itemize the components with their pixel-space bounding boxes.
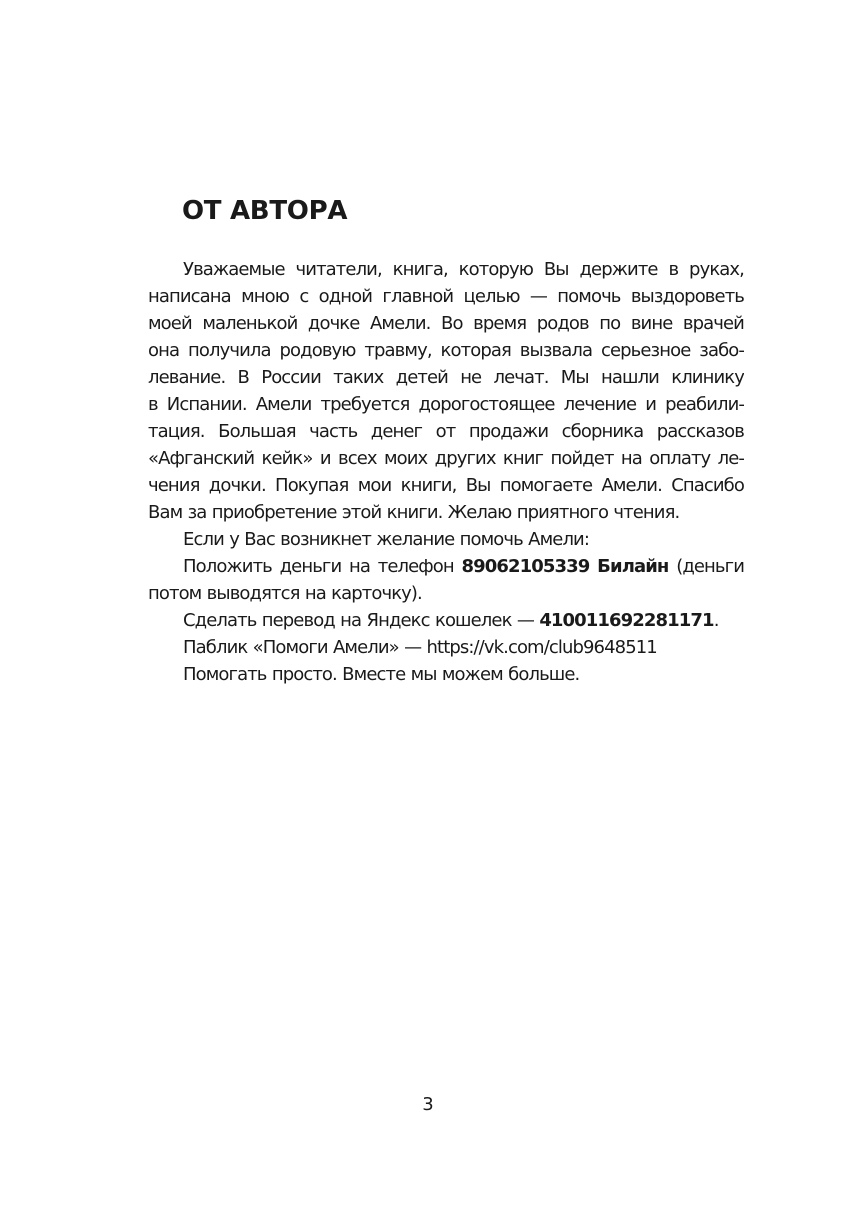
closing-line: Помогать просто. Вместе мы можем больше. xyxy=(183,664,580,685)
phone-number: 89062105339 xyxy=(461,556,590,577)
yandex-line xyxy=(148,607,744,634)
public-url: https://vk.com/club9648511 xyxy=(426,637,657,658)
section-heading: ОТ АВТОРА xyxy=(182,196,348,226)
phone-suffix: (деньги xyxy=(668,556,744,577)
help-intro: Если у Вас возникнет желание помочь Амели: xyxy=(183,529,590,550)
yandex-prefix: Сделать перевод на Яндекс кошелек — xyxy=(183,610,540,631)
text-line: в Испании. Амели требуется дорогостоящее лечение и реабили- xyxy=(148,394,744,415)
page-number: 3 xyxy=(422,1094,434,1115)
text-line: она получила родовую травму, которая вызвала серьезное забо- xyxy=(148,340,744,361)
text-line: «Афганский кейк» и всех моих других книг пойдет на оплату ле- xyxy=(148,448,744,469)
text-line: чения дочки. Покупая мои книги, Вы помогаете Амели. Спасибо xyxy=(148,475,744,496)
text-line: Уважаемые читатели, книга, которую Вы держите в руках, xyxy=(183,259,744,280)
paragraph-main xyxy=(148,256,744,526)
text-line: левание. В России таких детей не лечат. Мы нашли клинику xyxy=(148,367,744,388)
text-line: написана мною с одной главной целью — помочь выздороветь xyxy=(148,286,744,307)
text-line: тация. Большая часть денег от продажи сборника рассказов xyxy=(148,421,744,442)
phone-line xyxy=(148,553,744,580)
text-line: моей маленькой дочке Амели. Во время родов по вине врачей xyxy=(148,313,744,334)
phone-operator: Билайн xyxy=(597,556,669,577)
author-note xyxy=(148,256,744,688)
public-line xyxy=(148,634,744,661)
text-line: Вам за приобретение этой книги. Желаю приятного чтения. xyxy=(148,502,680,523)
yandex-wallet-number: 410011692281171 xyxy=(539,610,714,631)
phone-prefix: Положить деньги на телефон xyxy=(183,556,462,577)
phone-continuation: потом выводятся на карточку). xyxy=(148,583,422,604)
public-prefix: Паблик «Помоги Амели» — xyxy=(183,637,427,658)
yandex-suffix: . xyxy=(713,610,719,631)
